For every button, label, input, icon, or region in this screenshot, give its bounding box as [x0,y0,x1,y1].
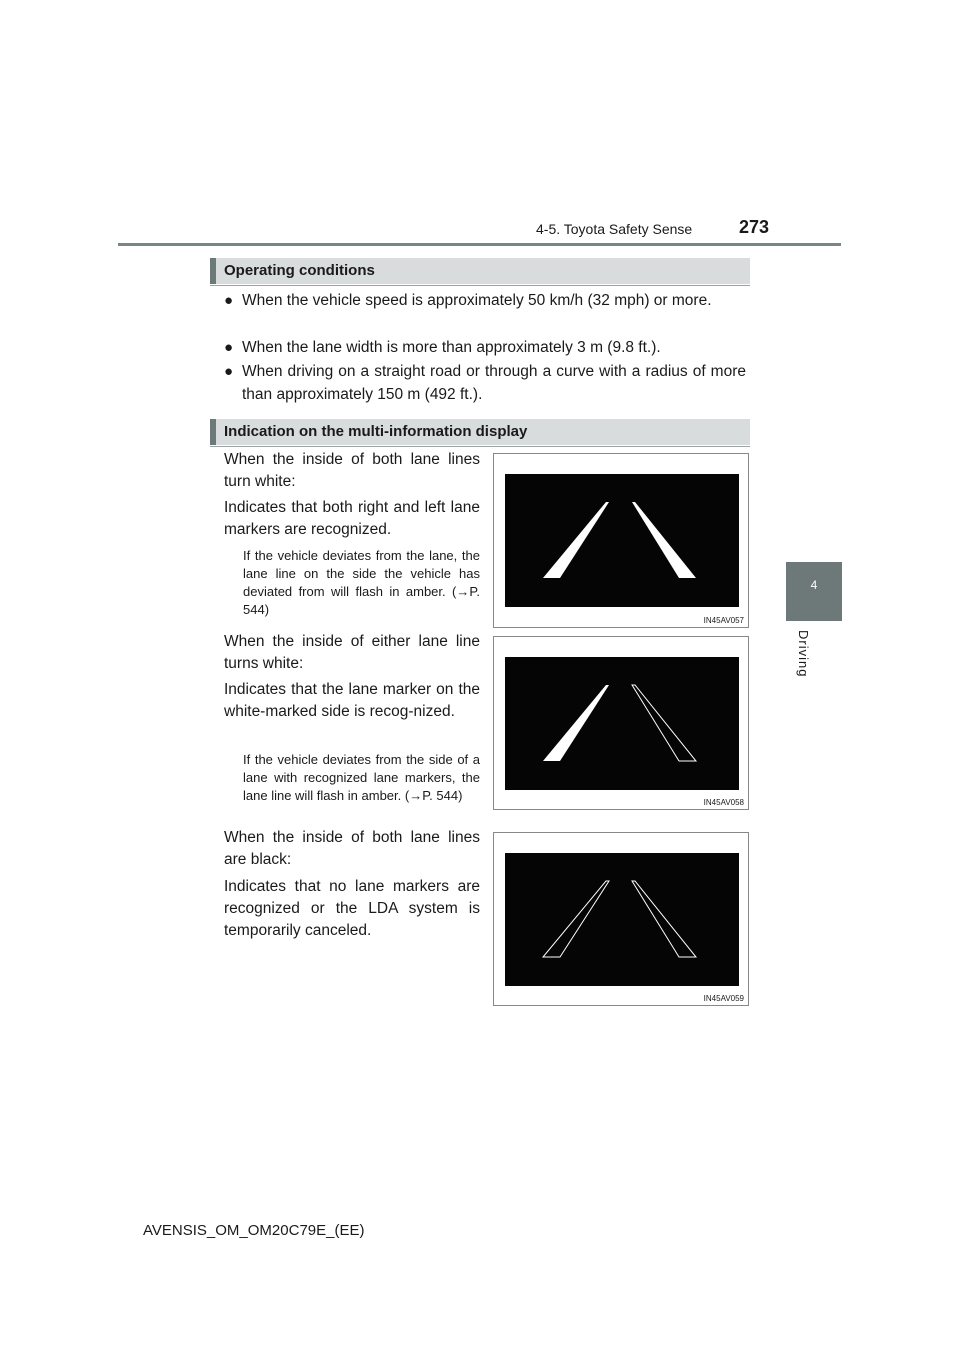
note-text: If the vehicle deviates from the side of a lane with recognized lane markers, the lane line will flash in amber. (→P. 544) [243,752,480,803]
chapter-number: 4 [810,578,818,592]
meaning-text: Indicates that no lane markers are recognized or the LDA system is temporarily canceled. [224,878,480,939]
condition-text: When the inside of either lane line turns white: [224,633,480,672]
bullet-text: When the vehicle speed is approximately 50 km/h (32 mph) or more. [242,292,712,309]
note-text: If the vehicle deviates from the lane, the lane line on the side the vehicle has deviated from will flash in amber. (→P. 544) [243,548,480,617]
display-screen [505,853,739,986]
left-lane-line [543,685,609,761]
display-figure [493,832,749,1006]
right-lane-line [632,502,696,578]
condition-text: When the inside of both lane lines turn white: [224,451,480,490]
section-title: 4-5. Toyota Safety Sense [536,221,693,237]
meaning-text: Indicates that both right and left lane markers are recognized. [224,499,480,538]
bullet-item [224,360,746,406]
figure-code: IN45AV059 [703,994,744,1003]
chapter-label: Driving [796,630,811,678]
bullet-text: When the lane width is more than approximately 3 m (9.8 ft.). [242,339,661,356]
lane-lines-graphic [505,853,739,986]
right-lane-line [632,881,696,957]
condition-text: When the inside of both lane lines are black: [224,829,480,868]
display-figure [493,453,749,628]
display-screen [505,474,739,607]
bullet-item [224,289,746,312]
figure-code: IN45AV058 [703,798,744,807]
bullet-icon: ● [224,292,234,309]
header-rule [118,243,841,246]
left-lane-line [543,502,609,578]
bullet-icon: ● [224,339,234,356]
display-figure [493,636,749,810]
bullet-text: When driving on a straight road or through a curve with a radius of more than approximately 150 m (492 ft.). [242,363,746,403]
display-screen [505,657,739,790]
right-lane-line [632,685,696,761]
left-lane-line [543,881,609,957]
operating-conditions-heading: Operating conditions [210,258,750,284]
lane-lines-graphic [505,657,739,790]
figure-code: IN45AV057 [703,616,744,625]
indication-heading: Indication on the multi-information display [210,419,750,445]
meaning-text: Indicates that the lane marker on the white-marked side is recog-nized. [224,681,480,720]
document-code: AVENSIS_OM_OM20C79E_(EE) [143,1222,365,1239]
lane-lines-graphic [505,474,739,607]
bullet-icon: ● [224,363,234,380]
bullet-item [224,336,746,359]
page-number: 273 [739,217,770,237]
